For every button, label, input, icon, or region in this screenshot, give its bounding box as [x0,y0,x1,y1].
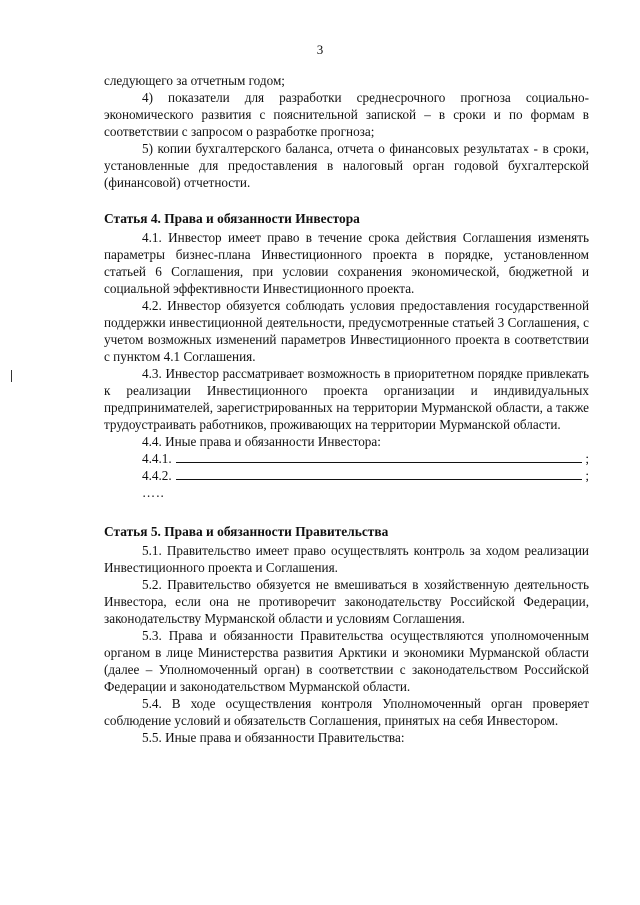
clause-5-1: 5.1. Правительство имеет право осуществлять контроль за ходом реализации Инвестиционного проекта и Соглашения. [104,543,589,575]
clause-5-3: 5.3. Права и обязанности Правительства осуществляются уполномоченным органом в лице Министерства развития Арктики и экономики Мурманской области (далее – Уполномоченный орган) в соответствии с законодательством Российской Федерации и законодательством Мурманской области. [104,628,589,694]
ellipsis: ….. [142,485,165,500]
clause-4-4-1-label: 4.4.1. [142,451,172,466]
clause-4-3: 4.3. Инвестор рассматривает возможность в приоритетном порядке привлекать к реализации Инвестиционного проекта организации и индивидуальных предпринимателей, зарегистрированных на территории Мурманской области, а также трудоустраивать работников, проживающих на территории Мурманской области. [104,366,589,432]
paragraph-continuation: следующего за отчетным годом; [104,73,285,88]
margin-mark [11,370,12,382]
clause-end-mark: ; [585,451,589,466]
clause-4-4: 4.4. Иные права и обязанности Инвестора: [142,434,381,449]
article-5-heading: Статья 5. Права и обязанности Правительства [104,524,389,539]
blank-underline [176,478,583,480]
clause-4-4-2-blank [104,467,589,484]
article-4-heading: Статья 4. Права и обязанности Инвестора [104,211,360,226]
clause-5-4: 5.4. В ходе осуществления контроля Уполномоченный орган проверяет соблюдение условий и обязательств Соглашения, принятых на себя Инвестором. [104,696,589,728]
clause-5-2: 5.2. Правительство обязуется не вмешиваться в хозяйственную деятельность Инвестора, если она не противоречит законодательству Российской Федерации, законодательству Мурманской области и условиям Соглашения. [104,577,589,626]
clause-4-4-2-label: 4.4.2. [142,468,172,483]
document-body [104,72,589,746]
clause-4-4-1-blank [104,450,589,467]
clause-end-mark: ; [585,468,589,483]
blank-underline [176,461,583,463]
paragraph-item-5: 5) копии бухгалтерского баланса, отчета о финансовых результатах - в сроки, установленные для предоставления в налоговый орган годовой бухгалтерской (финансовой) отчетности. [104,141,589,190]
paragraph-item-4: 4) показатели для разработки среднесрочного прогноза социально-экономического развития с пояснительной запиской – в сроки и по формам в соответствии с запросом о разработке прогноза; [104,90,589,139]
clause-5-5: 5.5. Иные права и обязанности Правительства: [142,730,405,745]
page-number: 3 [316,42,324,57]
clause-4-1: 4.1. Инвестор имеет право в течение срока действия Соглашения изменять параметры бизнес-плана Инвестиционного проекта в порядке, установленном статьей 6 Соглашения, при условии сохранения экономической, бюджетной и социальной эффективности Инвестиционного проекта. [104,230,589,296]
clause-4-2: 4.2. Инвестор обязуется соблюдать условия предоставления государственной поддержки инвестиционной деятельности, предусмотренные статьей 3 Соглашения, с учетом возможных изменений параметров Инвестиционного проекта в соответствии с пунктом 4.1 Соглашения. [104,298,589,364]
